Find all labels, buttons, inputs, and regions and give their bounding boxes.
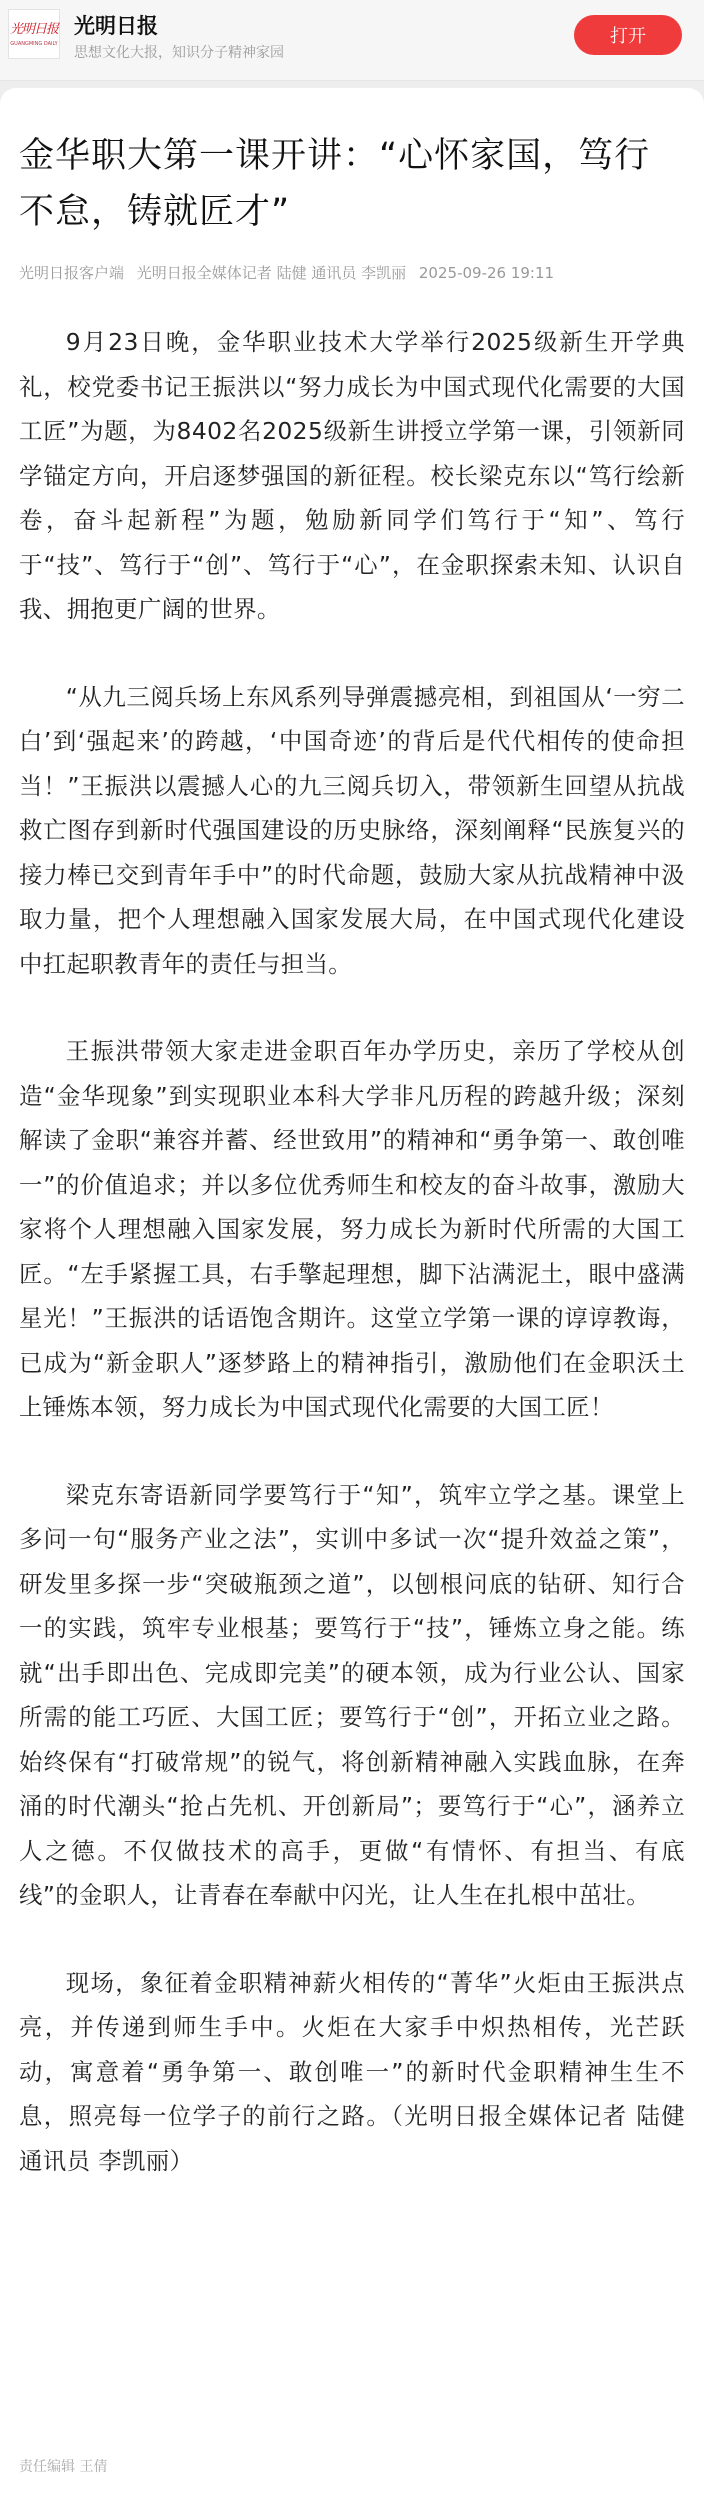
article-title: 金华职大第一课开讲：“心怀家国，笃行不怠，铸就匠才”: [19, 136, 651, 232]
logo-subtext: GUANGMING DAILY: [10, 40, 58, 47]
responsible-editor: 责任编辑 王倩: [19, 2459, 108, 2475]
article-paragraph: 9月23日晚，金华职业技术大学举行2025级新生开学典礼，校党委书记王振洪以“努力成长为中国式现代化需要的大国工匠”为题，为8402名2025级新生讲授立学第一课，引领新同学锚定方向，开启逐梦强国的新征程。校长梁克东以“笃行绘新卷，奋斗起新程”为题，勉励新同学们笃行于“知”、笃行于“技”、笃行于“创”、笃行于“心”，在金职探索未知、认识自我、拥抱更广阔的世界。: [19, 328, 685, 623]
logo-text: 光明日报: [9, 21, 58, 37]
article-source[interactable]: 光明日报客户端: [19, 264, 125, 282]
article-body: [19, 320, 685, 2226]
article-card: [0, 88, 704, 2508]
article-datetime: 2025-09-26 19:11: [418, 264, 555, 282]
app-banner: [0, 0, 704, 81]
open-app-button[interactable]: 打开: [574, 15, 682, 55]
app-slogan: 思想文化大报，知识分子精神家园: [74, 45, 284, 61]
article-paragraph: 王振洪带领大家走进金职百年办学历史，亲历了学校从创造“金华现象”到实现职业本科大学非凡历程的跨越升级；深刻解读了金职“兼容并蓄、经世致用”的精神和“勇争第一、敢创唯一”的价值追求；并以多位优秀师生和校友的奋斗故事，激励大家将个人理想融入国家发展，努力成长为新时代所需的大国工匠。“左手紧握工具，右手擎起理想，脚下沾满泥土，眼中盛满星光！”王振洪的话语饱含期许。这堂立学第一课的谆谆教诲，已成为“新金职人”逐梦路上的精神指引，激励他们在金职沃土上锤炼本领，努力成长为中国式现代化需要的大国工匠！: [19, 1037, 685, 1421]
article-paragraph: 梁克东寄语新同学要笃行于“知”，筑牢立学之基。课堂上多问一句“服务产业之法”，实训中多试一次“提升效益之策”，研发里多探一步“突破瓶颈之道”，以刨根问底的钻研、知行合一的实践，筑牢专业根基；要笃行于“技”，锤炼立身之能。练就“出手即出色、完成即完美”的硬本领，成为行业公认、国家所需的能工巧匠、大国工匠；要笃行于“创”，开拓立业之路。始终保有“打破常规”的锐气，将创新精神融入实践血脉，在奔涌的时代潮头“抢占先机、开创新局”；要笃行于“心”，涵养立人之德。不仅做技术的高手，更做“有情怀、有担当、有底线”的金职人，让青春在奉献中闪光，让人生在扎根中茁壮。: [19, 1480, 685, 1909]
article-paragraph: “从九三阅兵场上东风系列导弹震撼亮相，到祖国从‘一穷二白’到‘强起来’的跨越，‘中国奇迹’的背后是代代相传的使命担当！”王振洪以震撼人心的九三阅兵切入，带领新生回望从抗战救亡图存到新时代强国建设的历史脉络，深刻阐释“民族复兴的接力棒已交到青年手中”的时代命题，鼓励大家从抗战精神中汲取力量，把个人理想融入国家发展大局，在中国式现代化建设中扛起职教青年的责任与担当。: [19, 682, 685, 978]
app-logo: [8, 9, 60, 59]
article-authors: 光明日报全媒体记者 陆健 通讯员 李凯丽: [136, 264, 407, 282]
article-paragraph: 现场，象征着金职精神薪火相传的“菁华”火炬由王振洪点亮，并传递到师生手中。火炬在大家手中炽热相传，光芒跃动，寓意着“勇争第一、敢创唯一”的新时代金职精神生生不息，照亮每一位学子的前行之路。（光明日报全媒体记者 陆健 通讯员 李凯丽）: [19, 1968, 685, 2175]
app-name: 光明日报: [74, 14, 158, 38]
article-meta: [19, 262, 554, 283]
